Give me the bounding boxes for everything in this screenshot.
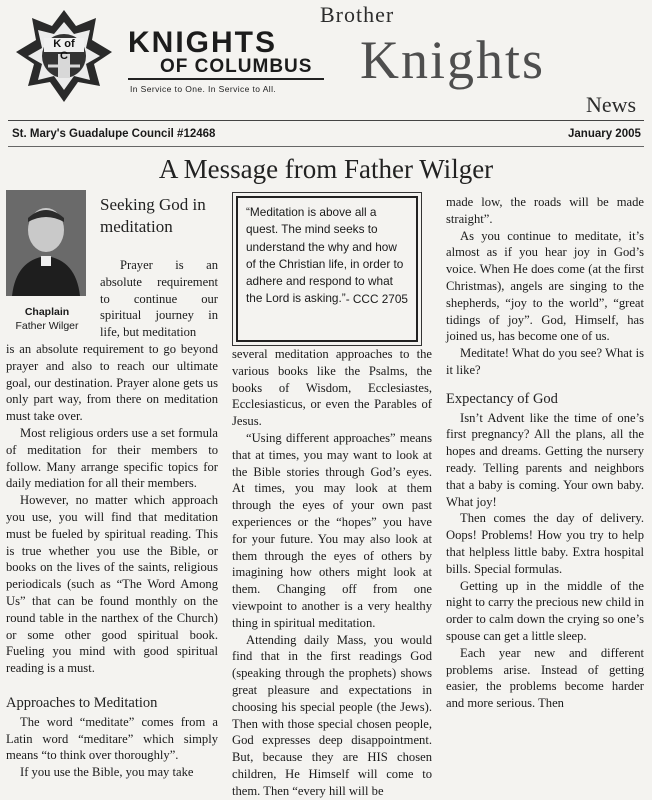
org-name-of: OF COLUMBUS bbox=[160, 56, 313, 77]
masthead-divider bbox=[8, 120, 644, 121]
paragraph: Attending daily Mass, you would find that in the first readings God (speaking through the prophets) shows great pleasure and expectations in choosing his special people (the Jews). Then with those special chosen people, God expresses deep disappointment. But, because they are HIS chosen children, He Himself will come to them. Then “every hill will be bbox=[232, 632, 432, 798]
paragraph: “Using different approaches” means that at times, you may want to look at the Bible stories through God’s eyes. At times, you may look at them through the eyes of your own past experiences or the “hopes” you have for your future. You may also look at them through the eyes of others by imagining how others might look at them. Changing off from one viewpoint to another is a very healthy thing in spiritual meditation. bbox=[232, 430, 432, 630]
newsletter-title-brother: Brother bbox=[320, 2, 395, 27]
col1-narrow-text bbox=[100, 257, 218, 341]
paragraph: Prayer is an absolute requirement to continue our spiritual journey in life, but meditation bbox=[100, 258, 218, 340]
article-headline: A Message from Father Wilger bbox=[158, 154, 494, 184]
emblem-text: K of C bbox=[53, 38, 75, 62]
org-name: KNIGHTS bbox=[128, 26, 277, 59]
pull-quote bbox=[236, 196, 418, 342]
photo-caption bbox=[4, 305, 90, 333]
paragraph: made low, the roads will be made straight”. bbox=[446, 195, 644, 226]
newsletter-title-news: News bbox=[586, 92, 637, 117]
caption-name: Father Wilger bbox=[15, 320, 79, 332]
paragraph: is an absolute requirement to go beyond prayer and also to reach our ultimate goal, our destination. Prayer alone gets us only part way, from there on meditation must take over. bbox=[6, 342, 218, 424]
paragraph: several meditation approaches to the various books like the Psalms, the books of Wisdom, Ecclesiastes, Ecclesiasticus, or even the Parables of Jesus. bbox=[232, 347, 432, 429]
kofc-emblem-icon bbox=[12, 8, 116, 106]
paragraph: Getting up in the middle of the night to carry the precious new child in order to calm down the crying so one’s spouse can get a little sleep. bbox=[446, 578, 644, 643]
issue-date: January 2005 bbox=[568, 128, 641, 140]
paragraph: Most religious orders use a set formula of meditation for their members to follow. Many arrange specific topics for daily mediation for all their members. bbox=[6, 425, 218, 491]
subhead-approaches: Approaches to Meditation bbox=[6, 694, 158, 711]
paragraph: Isn’t Advent like the time of one’s first pregnancy? All the plans, all the hopes and dreams. Getting the nursery ready. Telling parents and neighbors that a baby is coming. Your own baby. What joy! bbox=[446, 410, 644, 509]
newsletter-title-knights: Knights bbox=[360, 30, 546, 90]
paragraph: If you use the Bible, you may take bbox=[20, 765, 194, 780]
paragraph: As you continue to meditate, it’s almost as if you hear joy in God’s voice. When He does come (at the first Christmas), angels are singing to the shepherds, “joy to the world”, “great tidings of joy”. God, Himself, has joined us, has become one of us. bbox=[446, 228, 644, 344]
column-3 bbox=[446, 194, 644, 712]
column-1 bbox=[6, 341, 218, 781]
paragraph: Each year new and different problems arise. Instead of getting easier, the problems become harder and more serious. Then bbox=[446, 645, 644, 711]
org-motto: In Service to One. In Service to All. bbox=[130, 84, 277, 94]
paragraph: Then comes the day of delivery. Oops! Problems! How you try to help that helpless little baby. Extra hospital bills. Special formulas. bbox=[446, 511, 644, 576]
paragraph: Meditate! What do you see? What is it like? bbox=[446, 346, 644, 377]
pull-quote-citation: - CCC 2705 bbox=[345, 291, 408, 306]
paragraph: However, no matter which approach you use, you will find that meditation must be fueled by spiritual reading. This is true whether you use the Bible, or books on the lives of the saints, religious periodicals (such as “The Word Among Us” that can be found monthly on the round table in the narthex of the Church) or some other good spiritual book. Fueling you mind with good spiritual reading is a must. bbox=[6, 493, 218, 676]
father-wilger-photo bbox=[6, 190, 86, 296]
caption-role: Chaplain bbox=[24, 306, 70, 318]
council-name: St. Mary's Guadalupe Council #12468 bbox=[12, 128, 216, 140]
header-divider bbox=[8, 146, 644, 147]
subhead-expectancy: Expectancy of God bbox=[446, 390, 558, 407]
pull-quote-text: “Meditation is above all a quest. The mind seeks to understand the why and how of the Christian life, in order to adhere and respond to what the Lord is asking.” bbox=[246, 205, 404, 306]
paragraph: The word “meditate” comes from a Latin word “meditare” which simply means “to think over thoroughly”. bbox=[6, 714, 218, 763]
logo-rule bbox=[128, 78, 324, 80]
section-title: Seeking God in meditation bbox=[100, 195, 206, 236]
column-2 bbox=[232, 346, 432, 800]
